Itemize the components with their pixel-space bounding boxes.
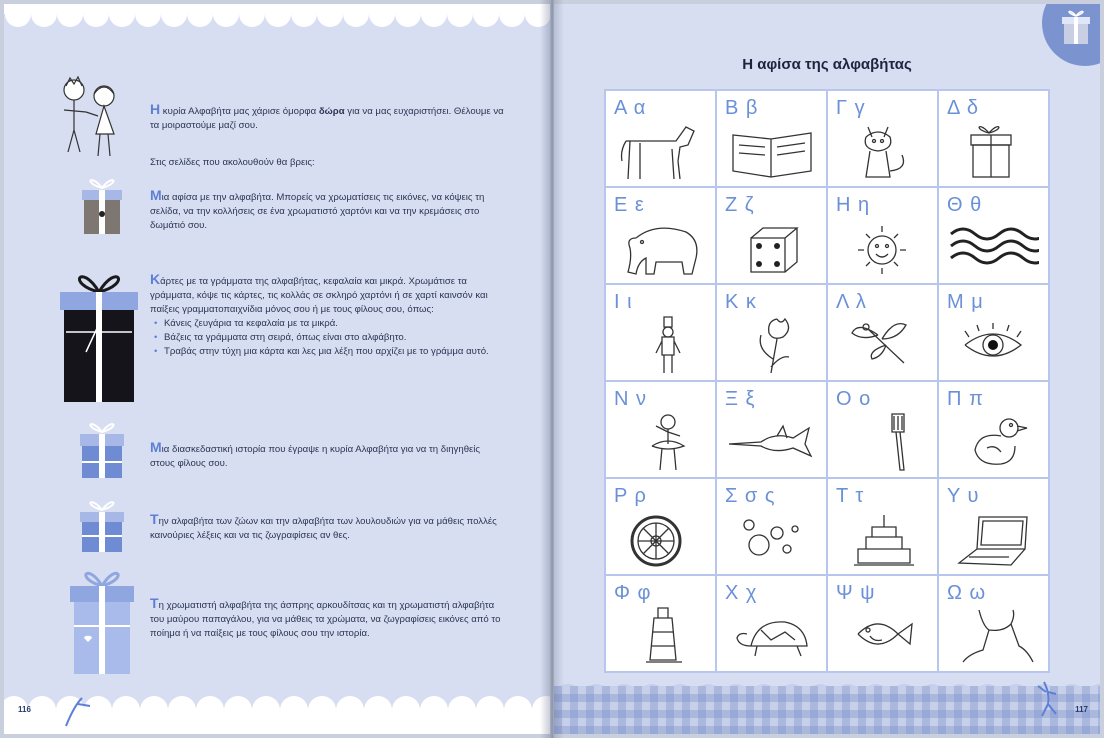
tulip-icon xyxy=(727,315,817,375)
intro-paragraph: Η κυρία Αλφαβήτα μας χάρισε όμορφα δώρα για να μας ευχαριστήσει. Θέλουμε να τα μοιραστούμε μαζί σου. xyxy=(150,101,504,131)
dragonfly-icon xyxy=(838,315,928,375)
gift-icon xyxy=(949,121,1039,181)
toothbrush-icon xyxy=(838,412,928,472)
wheel-icon xyxy=(616,509,706,569)
grid-cell: Δ δ xyxy=(939,91,1048,186)
waves-icon xyxy=(949,218,1039,278)
shoulder-icon xyxy=(949,606,1039,666)
grid-cell: Ρ ρ xyxy=(606,479,715,574)
drop-cap: Η xyxy=(150,101,161,117)
bubbles-icon xyxy=(727,509,817,569)
gift-icon xyxy=(66,560,138,676)
gift-icon xyxy=(72,496,132,554)
list-item: • Βάζεις τα γράμματα στη σειρά, όπως είναι στο αλφάβητο. xyxy=(164,331,506,345)
book-icon xyxy=(727,121,817,181)
horse-icon xyxy=(616,121,706,181)
grid-cell: Θ θ xyxy=(939,188,1048,283)
grid-cell: Β β xyxy=(717,91,826,186)
ballerina-icon xyxy=(616,412,706,472)
bullet-list xyxy=(150,317,506,359)
duckling-icon xyxy=(949,412,1039,472)
list-item: • Κάνεις ζευγάρια τα κεφαλαία με τα μικρά. xyxy=(164,317,506,331)
left-page xyxy=(4,4,550,734)
scallop-border-bottom xyxy=(4,676,550,734)
elephant-icon xyxy=(616,218,706,278)
grid-cell: Ι ι xyxy=(606,285,715,380)
grid-cell: Μ μ xyxy=(939,285,1048,380)
soldier-icon xyxy=(616,315,706,375)
dancing-figure-icon xyxy=(1034,678,1060,718)
page-number: 116 xyxy=(18,705,31,714)
grid-cell: Σ σ ς xyxy=(717,479,826,574)
grid-cell: Ξ ξ xyxy=(717,382,826,477)
eye-icon xyxy=(949,315,1039,375)
item-color-alphabet: Τη χρωματιστή αλφαβήτα της άσπρης αρκουδίτσας και τη χρωματιστή αλφαβήτα του μαύρου παπαγάλου, για να μάθεις τα χρώματα, να ζωγραφίσεις εικόνες από το ποίημα ή να παίξεις με τους φίλους σου την ιστορία. xyxy=(150,595,501,639)
item-poster: Μια αφίσα με την αλφαβήτα. Μπορείς να χρωματίσεις τις εικόνες, να κόψεις τη σελίδα, να την κολλήσεις σε ένα χρωματιστό χαρτόνι και να την κρεμάσεις στο δωμάτιό σου. xyxy=(150,187,485,231)
grid-cell: Λ λ xyxy=(828,285,937,380)
grid-cell: Χ χ xyxy=(717,576,826,671)
gift-icon xyxy=(56,262,142,404)
grid-cell: Ε ε xyxy=(606,188,715,283)
grid-cell: Η η xyxy=(828,188,937,283)
right-page xyxy=(554,4,1100,734)
cake-icon xyxy=(838,509,928,569)
swordfish-icon xyxy=(727,412,817,472)
turtle-icon xyxy=(727,606,817,666)
list-item: • Τραβάς στην τύχη μια κάρτα και λες μια λέξη που αρχίζει με το γράμμα αυτό. xyxy=(164,345,506,359)
grid-cell: Γ γ xyxy=(828,91,937,186)
fish-icon xyxy=(838,606,928,666)
intro-lead: Στις σελίδες που ακολουθούν θα βρεις: xyxy=(150,157,315,168)
dice-icon xyxy=(727,218,817,278)
gift-icon xyxy=(72,418,132,480)
children-illustration xyxy=(52,72,132,162)
grid-cell: Ο ο xyxy=(828,382,937,477)
laptop-icon xyxy=(949,509,1039,569)
grid-cell: Τ τ xyxy=(828,479,937,574)
gift-icon xyxy=(1056,6,1096,46)
lighthouse-icon xyxy=(616,606,706,666)
page-title: Η αφίσα της αλφαβήτας xyxy=(742,56,912,73)
item-animal-alphabet: Την αλφαβήτα των ζώων και την αλφαβήτα των λουλουδιών για να μάθεις πολλές καινούριες λέξεις και να τις ζωγραφίσεις αν θες. xyxy=(150,511,497,541)
cat-icon xyxy=(838,121,928,181)
grid-cell: Ω ω xyxy=(939,576,1048,671)
gift-icon xyxy=(74,174,130,238)
grid-cell: Ψ ψ xyxy=(828,576,937,671)
grid-cell: Ζ ζ xyxy=(717,188,826,283)
grid-cell: Π π xyxy=(939,382,1048,477)
grid-cell: Κ κ xyxy=(717,285,826,380)
page-number: 117 xyxy=(1075,705,1088,714)
item-cards: Κάρτες με τα γράμματα της αλφαβήτας, κεφαλαία και μικρά. Χρωμάτισε τα γράμματα, κόψε τις κάρτες, τις κολλάς σε σκληρό χαρτόνι ή σε χαρτί καινσόν και παίξεις γραμματοπαιχνίδια μόνος σου ή με τους φίλους σου, όπως: • Κάνεις ζευγάρια τα κεφαλαία με τα μικρά. • Βάζεις τα γράμματα στη σειρά, όπως είναι στο αλφάβητο. • Τραβάς στην τύχη μια κάρτα και λες μια λέξη που αρχίζει με το γράμμα αυτό. xyxy=(150,272,506,359)
grid-cell: Φ φ xyxy=(606,576,715,671)
scallop-border-top xyxy=(4,4,550,30)
grid-cell: Α α xyxy=(606,91,715,186)
sun-icon xyxy=(838,218,928,278)
alphabet-grid xyxy=(604,89,1050,673)
item-story: Μια διασκεδαστική ιστορία που έγραψε η κυρία Αλφαβήτα για να τη διηγηθείς στους φίλους σου. xyxy=(150,439,481,469)
grid-cell: Υ υ xyxy=(939,479,1048,574)
grid-cell: Ν ν xyxy=(606,382,715,477)
gingham-footer xyxy=(554,686,1100,734)
